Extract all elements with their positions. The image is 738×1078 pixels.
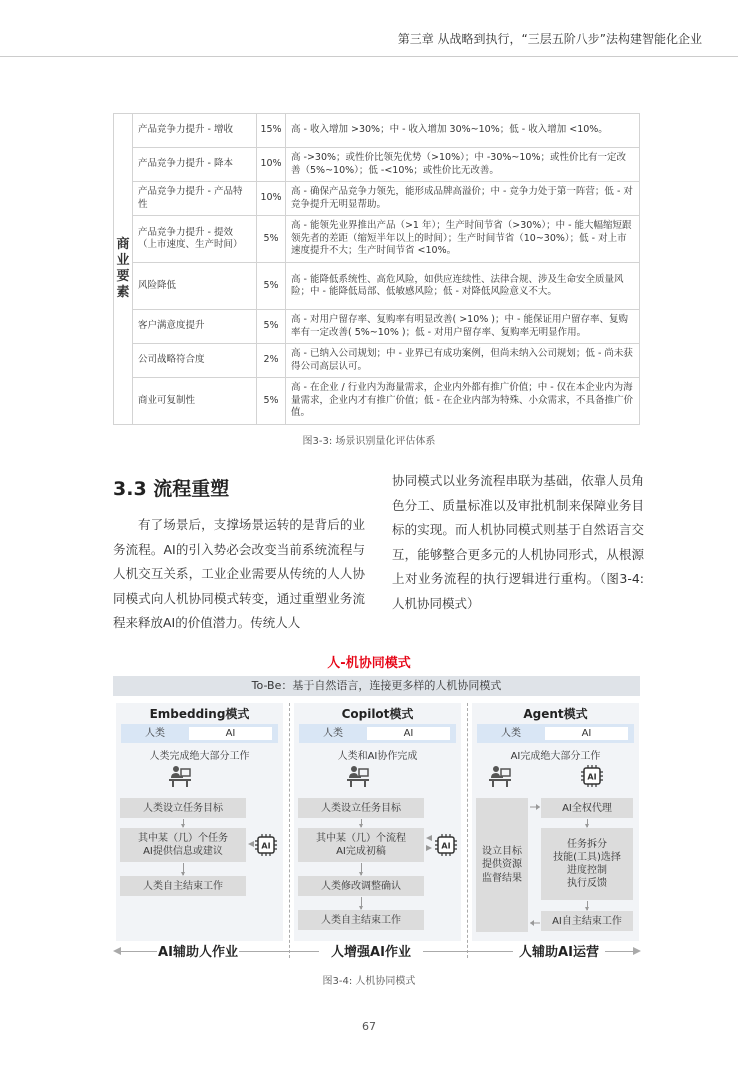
column-separator xyxy=(467,703,468,958)
ai-chip-text: AI xyxy=(261,841,271,851)
flow-arrow xyxy=(183,863,184,875)
table-weight: 2% xyxy=(257,344,286,378)
table-factor: 风险降低 xyxy=(133,263,257,310)
ai-chip-icon xyxy=(580,764,604,788)
flow-step: 人类设立任务目标 xyxy=(298,798,424,818)
table-row xyxy=(114,344,640,378)
flow-step: 人类设立任务目标 xyxy=(120,798,246,818)
table-row xyxy=(114,114,640,148)
diagram-caption: 图3-4: 人机协同模式 xyxy=(322,976,416,987)
role-bar xyxy=(121,724,278,743)
ai-chip-text: AI xyxy=(441,841,451,851)
table-caption: 图3-3: 场景识别量化评估体系 xyxy=(302,436,436,447)
flow-step: 人类修改调整确认 xyxy=(298,876,424,896)
table-weight: 15% xyxy=(257,114,286,148)
flow-step: 任务拆分 技能(工具)选择 进度控制 执行反馈 xyxy=(541,828,633,900)
table-factor: 商业可复制性 xyxy=(133,378,257,425)
arrow-right-icon xyxy=(633,947,641,955)
flow-step: 其中某（几）个流程 AI完成初稿 xyxy=(298,828,424,862)
person-at-desk-icon xyxy=(346,764,370,788)
table-row xyxy=(114,216,640,263)
table-row xyxy=(114,148,640,182)
ai-chip-icon xyxy=(254,833,278,857)
human-oversight-box: 设立目标 提供资源 监督结果 xyxy=(476,798,528,932)
role-bar xyxy=(299,724,456,743)
bottom-label: 人辅助AI运营 xyxy=(519,945,599,960)
column-description: 人类完成绝大部分工作 xyxy=(149,751,250,762)
flow-arrow xyxy=(587,901,588,910)
column-description: AI完成绝大部分工作 xyxy=(510,751,601,762)
table-weight: 5% xyxy=(257,310,286,344)
table-criteria: 高 - 能领先业界推出产品（>1 年）；生产时间节省（>30%）；中 - 能大幅缩短跟领先者的差距（缩短半年以上的时间）；生产时间节省（10~30%）；低 - 对上市速度提升不大；生产时间节省 <10%。 xyxy=(286,216,640,263)
running-header: 第三章 从战略到执行，“三层五阶八步”法构建智能化企业 xyxy=(397,32,702,46)
role-ai: AI xyxy=(189,727,272,740)
table-criteria: 高 - 确保产品竞争力领先，能形成品牌高溢价；中 - 竞争力处于第一阵营；低 - 对竞争提升无明显帮助。 xyxy=(286,182,640,216)
arrow-left-icon xyxy=(113,947,121,955)
chip-arrow-icon xyxy=(247,840,255,848)
column-separator xyxy=(289,703,290,958)
bottom-label: 人增强AI作业 xyxy=(331,945,411,960)
column-title: Agent模式 xyxy=(523,707,588,721)
table-weight: 5% xyxy=(257,378,286,425)
table-weight: 5% xyxy=(257,263,286,310)
flow-arrow xyxy=(183,819,184,827)
flow-step: 人类自主结束工作 xyxy=(298,910,424,930)
table-criteria: 高 ->30%；或性价比领先优势（>10%）；中 -30%~10%；或性价比有一定改善（5%~10%）；低 -<10%；或性价比无改善。 xyxy=(286,148,640,182)
flow-step: 人类自主结束工作 xyxy=(120,876,246,896)
flow-arrow xyxy=(361,897,362,909)
column-description: 人类和AI协作完成 xyxy=(337,751,418,762)
table-factor: 产品竞争力提升 - 产品特性 xyxy=(133,182,257,216)
flow-step: AI自主结束工作 xyxy=(541,911,633,931)
table-factor: 产品竞争力提升 - 提效（上市速度、生产时间） xyxy=(133,216,257,263)
role-ai: AI xyxy=(367,727,450,740)
table-criteria: 高 - 对用户留存率、复购率有明显改善( >10% )；中 - 能保证用户留存率、复购率有一定改善( 5%~10% )；低 - 对用户留存率、复购率无明显作用。 xyxy=(286,310,640,344)
table-factor: 客户满意度提升 xyxy=(133,310,257,344)
ai-chip-icon xyxy=(434,833,458,857)
person-at-desk-icon xyxy=(168,764,192,788)
table-weight: 10% xyxy=(257,182,286,216)
flow-arrow xyxy=(587,819,588,827)
table-criteria: 高 - 收入增加 >30%；中 - 收入增加 30%~10%；低 - 收入增加 <10%。 xyxy=(286,114,640,148)
table-factor: 产品竞争力提升 - 降本 xyxy=(133,148,257,182)
evaluation-table xyxy=(113,113,640,425)
connector-arrows-icon xyxy=(529,801,541,931)
agent-column xyxy=(472,703,639,941)
role-human: 人类 xyxy=(501,728,521,739)
chip-arrows-icon xyxy=(425,834,433,852)
diagram-title: 人-机协同模式 xyxy=(327,656,411,671)
table-weight: 10% xyxy=(257,148,286,182)
flow-arrow xyxy=(361,819,362,827)
bottom-arrow-line xyxy=(239,951,319,952)
body-paragraph-left: 有了场景后，支撑场景运转的是背后的业务流程。AI的引入势必会改变当前系统流程与人机交互关系，工业企业需要从传统的人人协同模式向人机协同模式转变，通过重塑业务流程来释放AI的价值潜力。传统人人 xyxy=(113,517,365,630)
ai-chip-text: AI xyxy=(587,772,597,782)
flow-step: AI全权代理 xyxy=(541,798,633,818)
table-factor: 产品竞争力提升 - 增收 xyxy=(133,114,257,148)
table-row xyxy=(114,378,640,425)
flow-step: 其中某（几）个任务 AI提供信息或建议 xyxy=(120,828,246,862)
role-ai: AI xyxy=(545,727,628,740)
table-row xyxy=(114,263,640,310)
table-weight: 5% xyxy=(257,216,286,263)
page-number: 67 xyxy=(362,1020,376,1033)
table-criteria: 高 - 已纳入公司规划；中 - 业界已有成功案例，但尚未纳入公司规划；低 - 尚未获得公司高层认可。 xyxy=(286,344,640,378)
bottom-label: AI辅助人作业 xyxy=(158,945,238,960)
person-at-desk-icon xyxy=(488,764,512,788)
bottom-arrow-line xyxy=(423,951,513,952)
tobe-banner: To-Be：基于自然语言，连接更多样的人机协同模式 xyxy=(113,676,640,696)
body-paragraph-right: 协同模式以业务流程串联为基础，依靠人员角色分工、质量标准以及审批机制来保障业务目标的实现。而人机协同模式则基于自然语言交互，能够整合更多元的人机协同形式，从根源上对业务流程的执行逻辑进行重构。（图3-4: 人机协同模式） xyxy=(392,473,644,611)
flow-arrow xyxy=(361,863,362,875)
header-rule xyxy=(0,56,738,57)
copilot-column xyxy=(294,703,461,941)
embedding-column xyxy=(116,703,283,941)
role-human: 人类 xyxy=(323,728,343,739)
column-title: Copilot模式 xyxy=(341,707,414,721)
role-human: 人类 xyxy=(145,728,165,739)
section-title: 3.3 流程重塑 xyxy=(113,478,230,500)
column-title: Embedding模式 xyxy=(149,707,250,721)
role-bar xyxy=(477,724,634,743)
bottom-arrow-line xyxy=(117,951,157,952)
table-row xyxy=(114,310,640,344)
table-group-label: 商 业 要 素 xyxy=(114,114,133,425)
table-criteria: 高 - 能降低系统性、高危风险，如供应连续性、法律合规、涉及生命安全质量风险；中 - 能降低局部、低敏感风险；低 - 对降低风险意义不大。 xyxy=(286,263,640,310)
table-factor: 公司战略符合度 xyxy=(133,344,257,378)
table-row xyxy=(114,182,640,216)
table-criteria: 高 - 在企业 / 行业内为海量需求，企业内外都有推广价值；中 - 仅在本企业内为海量需求，企业内才有推广价值；低 - 在企业内部为特殊、小众需求，不具备推广价值。 xyxy=(286,378,640,425)
